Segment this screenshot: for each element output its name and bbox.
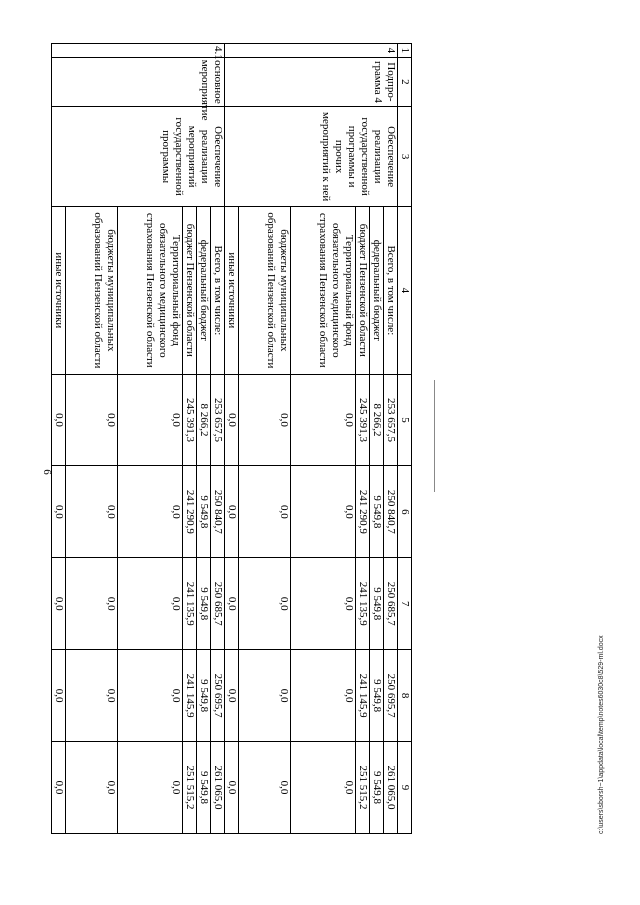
funding-source: иные источники [52,207,66,374]
amount-cell: 9 549,8 [197,742,211,834]
row-number: 4 [225,44,398,58]
funding-source: бюджеты муниципальных образований Пензенской области [66,207,118,374]
program-name: основное мероприятие [52,57,225,106]
amount-cell: 245 391,3 [183,374,197,466]
amount-cell: 0,0 [118,466,183,558]
amount-cell: 9 549,8 [370,466,384,558]
header-row [398,44,412,834]
amount-cell: 9 549,8 [197,466,211,558]
amount-cell: 0,0 [225,374,239,466]
amount-cell: 0,0 [291,650,356,742]
amount-cell: 0,0 [225,558,239,650]
amount-cell: 0,0 [52,650,66,742]
amount-cell: 0,0 [118,558,183,650]
file-path-text: c:\users\sborsh~1\appdata\local\temp\notes6030c8\529-ml.docx [598,635,605,834]
amount-cell: 8 266,2 [370,374,384,466]
amount-cell: 0,0 [118,650,183,742]
amount-cell: 0,0 [239,742,291,834]
amount-cell: 0,0 [52,558,66,650]
amount-cell: 0,0 [118,374,183,466]
amount-cell: 0,0 [66,650,118,742]
amount-cell: 250 685,7 [211,558,225,650]
amount-cell: 0,0 [291,374,356,466]
funding-source: Территориальный фонд обязательного медицинского страхования Пензенской области [118,207,183,374]
amount-cell: 241 290,9 [183,466,197,558]
amount-cell: 0,0 [66,742,118,834]
funding-source: федеральный бюджет [370,207,384,374]
amount-cell: 261 065,0 [211,742,225,834]
amount-cell: 0,0 [52,742,66,834]
amount-cell: 250 685,7 [384,558,398,650]
header-cell: 1 [398,44,412,58]
amount-cell: 8 266,2 [197,374,211,466]
amount-cell: 9 549,8 [197,650,211,742]
amount-cell: 0,0 [118,742,183,834]
amount-cell: 0,0 [66,466,118,558]
funding-source: Всего, в том числе: [211,207,225,374]
funding-source: бюджет Пензенской области [183,207,197,374]
page-number: 6 [41,469,53,475]
header-cell: 2 [398,57,412,106]
amount-cell: 241 135,9 [356,558,370,650]
amount-cell: 9 549,8 [370,650,384,742]
amount-cell: 253 657,5 [384,374,398,466]
program-description: Обеспечение реализации государственной программы и прочих мероприятий к ней [225,107,398,207]
header-cell: 3 [398,107,412,207]
amount-cell: 0,0 [239,558,291,650]
amount-cell: 250 840,7 [384,466,398,558]
amount-cell: 0,0 [52,466,66,558]
header-cell: 4 [398,207,412,374]
amount-cell: 251 515,2 [183,742,197,834]
amount-cell: 9 549,8 [370,558,384,650]
amount-cell: 250 695,7 [211,650,225,742]
amount-cell: 0,0 [225,466,239,558]
header-cell: 5 [398,374,412,466]
amount-cell: 0,0 [52,374,66,466]
amount-cell: 0,0 [291,558,356,650]
amount-cell: 0,0 [66,374,118,466]
amount-cell: 0,0 [291,466,356,558]
table-row [211,44,225,834]
table-row [384,44,398,834]
amount-cell: 253 657,5 [211,374,225,466]
amount-cell: 0,0 [66,558,118,650]
funding-source: Всего, в том числе: [384,207,398,374]
separator-line [434,380,435,492]
amount-cell: 0,0 [291,742,356,834]
amount-cell: 0,0 [239,650,291,742]
amount-cell: 245 391,3 [356,374,370,466]
funding-source: федеральный бюджет [197,207,211,374]
program-description: Обеспечение реализации мероприятий государственной программы [52,107,225,207]
document-table-rotated [53,43,412,834]
amount-cell: 250 840,7 [211,466,225,558]
amount-cell: 0,0 [225,650,239,742]
amount-cell: 0,0 [239,374,291,466]
amount-cell: 250 695,7 [384,650,398,742]
amount-cell: 9 549,8 [197,558,211,650]
row-number: 4.1 [52,44,225,58]
amount-cell: 261 065,0 [384,742,398,834]
program-name: Подпро- грамма 4 [225,57,398,106]
amount-cell: 241 290,9 [356,466,370,558]
header-cell: 8 [398,650,412,742]
amount-cell: 241 145,9 [356,650,370,742]
amount-cell: 9 549,8 [370,742,384,834]
amount-cell: 0,0 [239,466,291,558]
funding-source: бюджеты муниципальных образований Пензенской области [239,207,291,374]
header-cell: 7 [398,558,412,650]
header-cell: 6 [398,466,412,558]
funding-source: Территориальный фонд обязательного медицинского страхования Пензенской области [291,207,356,374]
funding-source: иные источники [225,207,239,374]
funding-table [51,43,412,834]
amount-cell: 0,0 [225,742,239,834]
amount-cell: 241 145,9 [183,650,197,742]
amount-cell: 251 515,2 [356,742,370,834]
funding-source: бюджет Пензенской области [356,207,370,374]
header-cell: 9 [398,742,412,834]
amount-cell: 241 135,9 [183,558,197,650]
